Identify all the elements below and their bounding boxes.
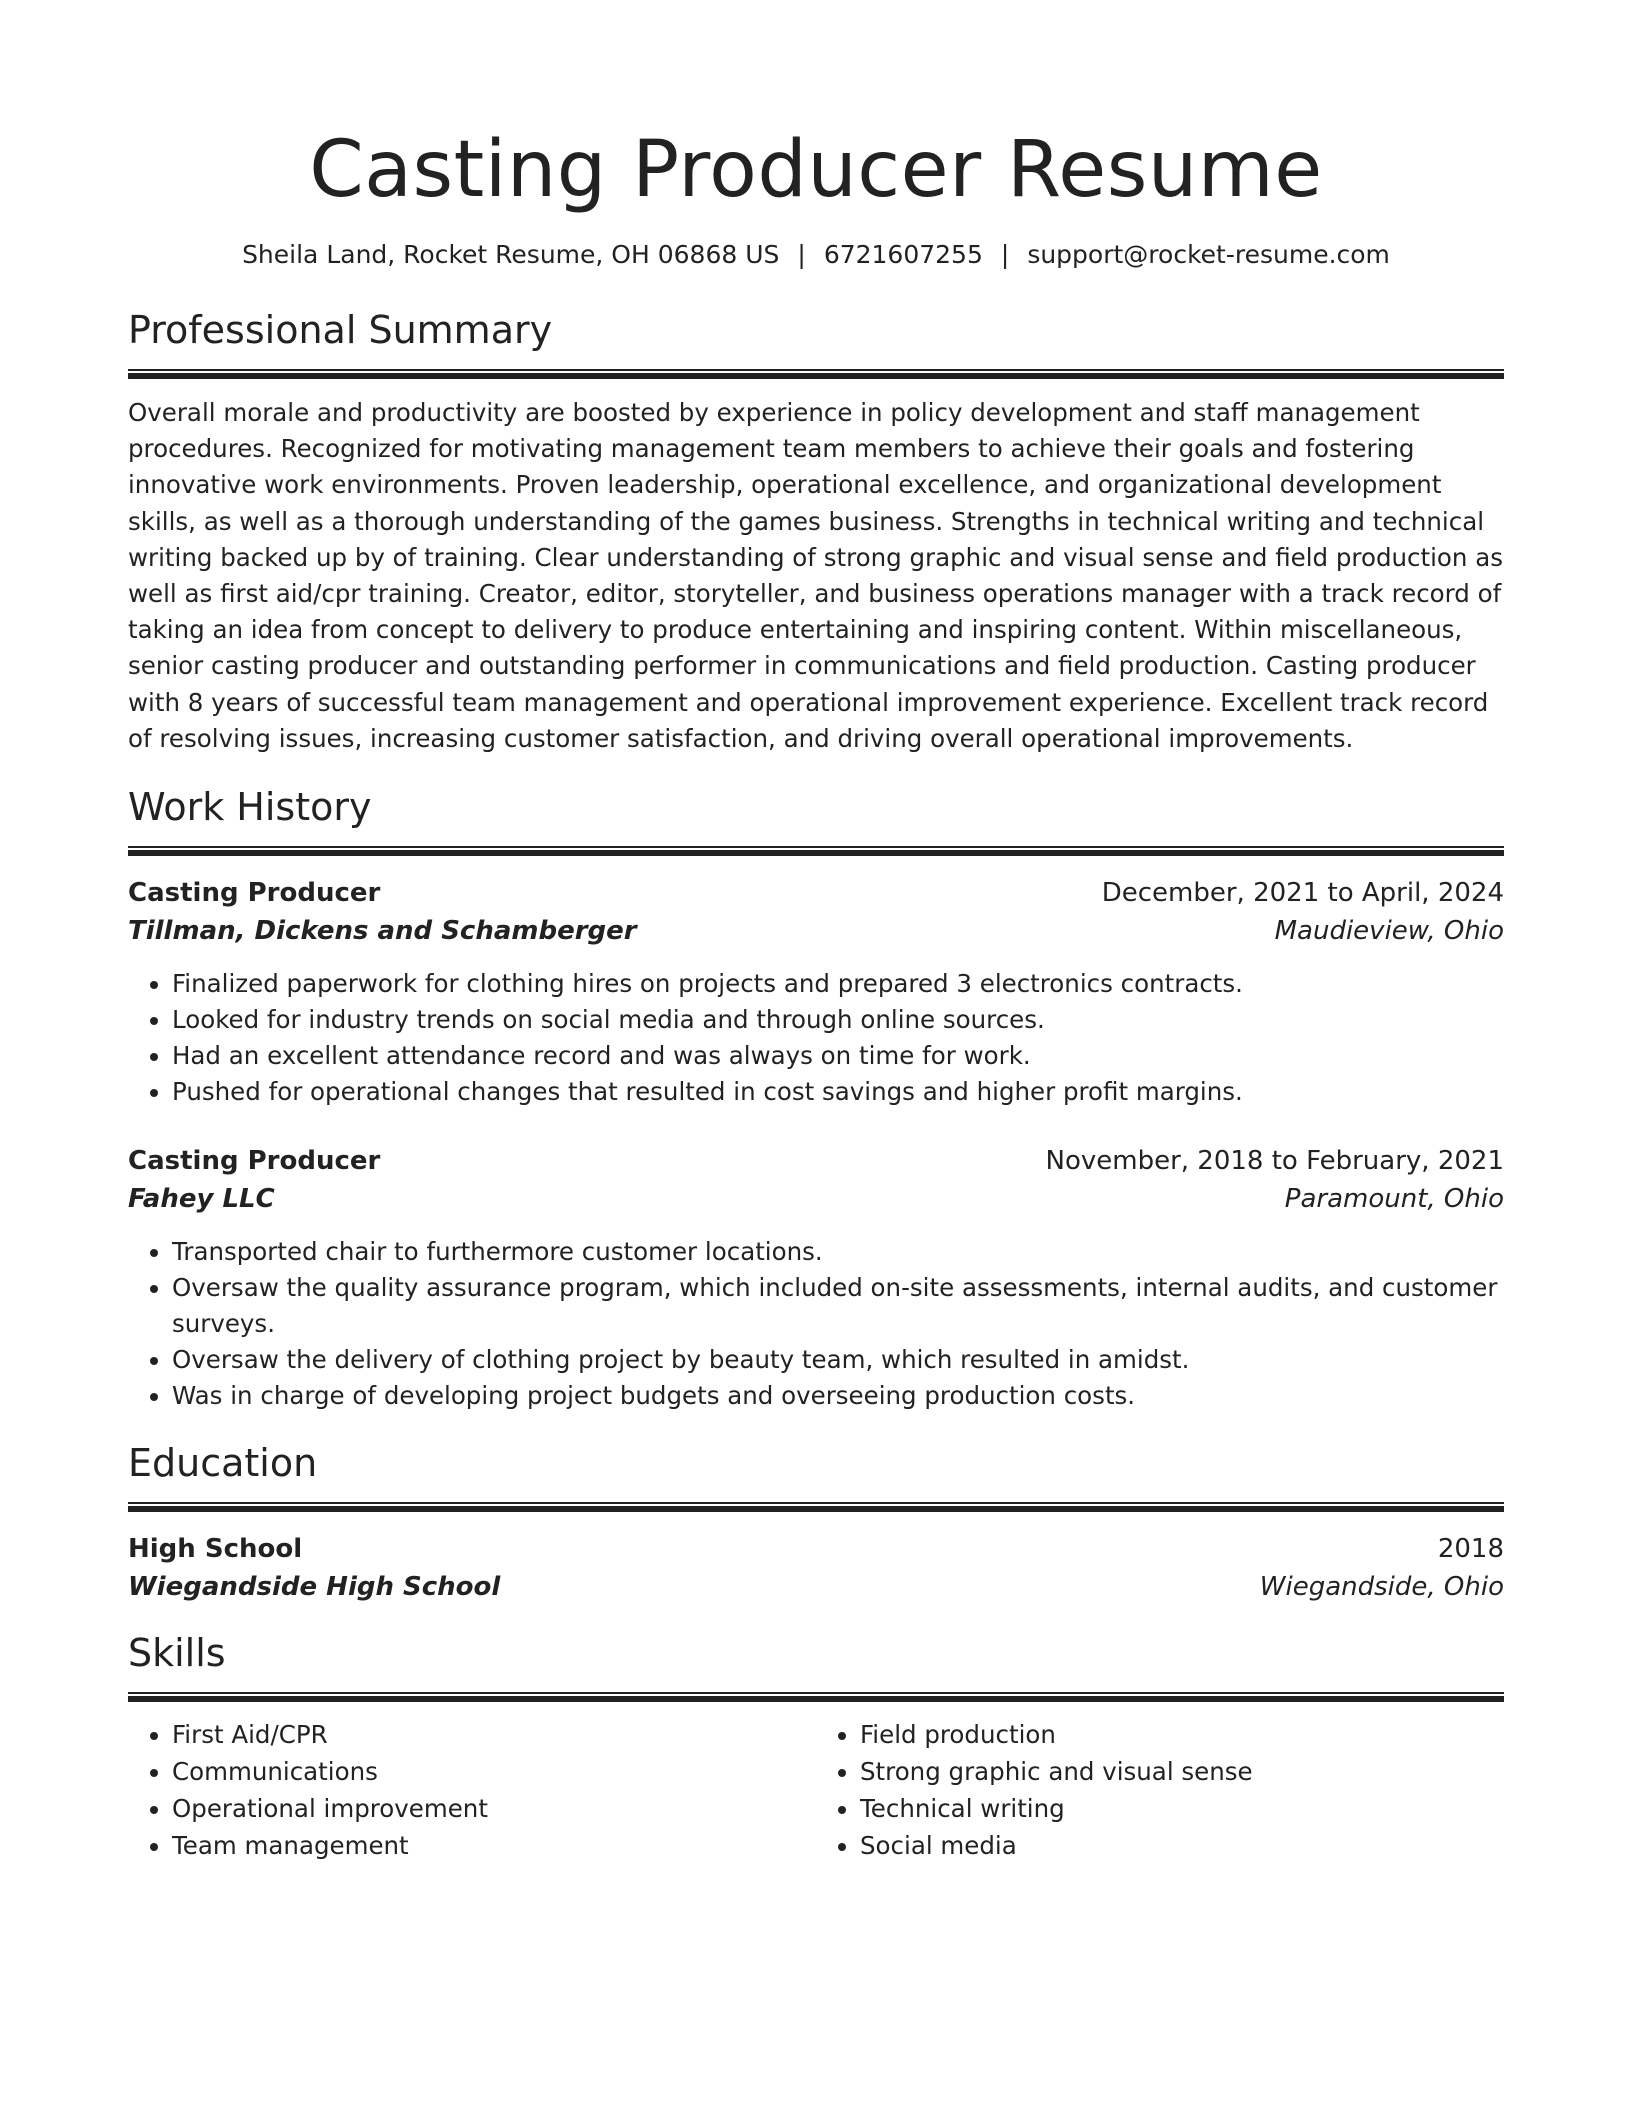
job-company-row [128,912,1504,950]
job-header-row [128,874,1504,912]
education-degree: High School [128,1534,303,1565]
skills-section [128,1628,1504,1864]
job-location: Maudieview, Ohio [1274,916,1504,947]
education-year: 2018 [1437,1534,1504,1565]
summary-text: Overall morale and productivity are boosted by experience in policy development and staff management procedures. Recognized for motivating management team members to achieve their goals and fostering innovative work environments. Proven leadership, operational excellence, and organizational development skills, as well as a thorough understanding of the games business. Strengths in technical writing and technical writing backed up by of training. Clear understanding of strong graphic and visual sense and field production as well as first aid/cpr training. Creator, editor, storyteller, and business operations manager with a track record of taking an idea from concept to delivery to produce entertaining and inspiring content. Within miscellaneous, senior casting producer and outstanding performer in communications and field production. Casting producer with 8 years of successful team management and operational improvement experience. Excellent track record of resolving issues, increasing customer satisfaction, and driving overall operational improvements. [128,398,1503,753]
skill-item: • Operational improvement [172,1790,816,1827]
job-location: Paramount, Ohio [1284,1184,1504,1215]
job-company: Fahey LLC [128,1184,275,1215]
contact-separator: | [797,240,806,269]
education-location: Wiegandside, Ohio [1259,1572,1504,1603]
skills-list-right [816,1716,1504,1864]
job-entry [128,874,1504,1110]
job-title: Casting Producer [128,878,381,909]
job-bullet: • Transported chair to furthermore customer locations. [172,1234,1504,1270]
section-divider [128,1692,1504,1702]
skill-item: • Technical writing [860,1790,1504,1827]
job-entry [128,1142,1504,1414]
work-history-heading: Work History [128,785,372,830]
contact-line [128,238,1504,272]
work-history-section [128,782,1504,1414]
section-divider [128,1502,1504,1512]
skill-item: • First Aid/CPR [172,1716,816,1753]
section-divider [128,369,1504,379]
skills-list-left [128,1716,816,1864]
job-company-row [128,1180,1504,1218]
contact-separator: | [1000,240,1010,269]
job-bullet: • Had an excellent attendance record and was always on time for work. [172,1038,1504,1074]
skills-heading: Skills [128,1631,226,1676]
job-bullet-list [128,966,1504,1110]
education-school: Wiegandside High School [128,1572,501,1603]
education-heading: Education [128,1441,318,1486]
job-company: Tillman, Dickens and Schamberger [128,916,637,947]
job-bullet: • Oversaw the quality assurance program, which included on-site assessments, internal audits, and customer surveys. [172,1270,1504,1342]
job-header-row [128,1142,1504,1180]
job-bullet-list [128,1234,1504,1414]
skills-columns [128,1716,1504,1864]
job-bullet: • Pushed for operational changes that resulted in cost savings and higher profit margins. [172,1074,1504,1110]
education-school-row [128,1568,1504,1606]
skill-item: • Communications [172,1753,816,1790]
job-bullet: • Finalized paperwork for clothing hires on projects and prepared 3 electronics contracts. [172,966,1504,1002]
page-title: Casting Producer Resume [309,125,1323,215]
education-header-row [128,1530,1504,1568]
section-divider [128,846,1504,856]
education-section [128,1438,1504,1606]
job-dates: November, 2018 to February, 2021 [1045,1146,1504,1177]
contact-email: support@rocket-resume.com [1027,240,1390,269]
summary-heading: Professional Summary [128,308,553,352]
summary-section [128,305,1504,757]
job-bullet: • Was in charge of developing project budgets and overseeing production costs. [172,1378,1504,1414]
skill-item: • Social media [860,1827,1504,1864]
contact-address: Sheila Land, Rocket Resume, OH 06868 US [242,240,780,269]
skill-item: • Field production [860,1716,1504,1753]
skill-item: • Strong graphic and visual sense [860,1753,1504,1790]
job-bullet: • Oversaw the delivery of clothing project by beauty team, which resulted in amidst. [172,1342,1504,1378]
job-title: Casting Producer [128,1146,381,1177]
job-bullet: • Looked for industry trends on social media and through online sources. [172,1002,1504,1038]
contact-phone: 6721607255 [823,240,983,269]
job-dates: December, 2021 to April, 2024 [1101,878,1504,909]
skill-item: • Team management [172,1827,816,1864]
education-entry [128,1530,1504,1606]
